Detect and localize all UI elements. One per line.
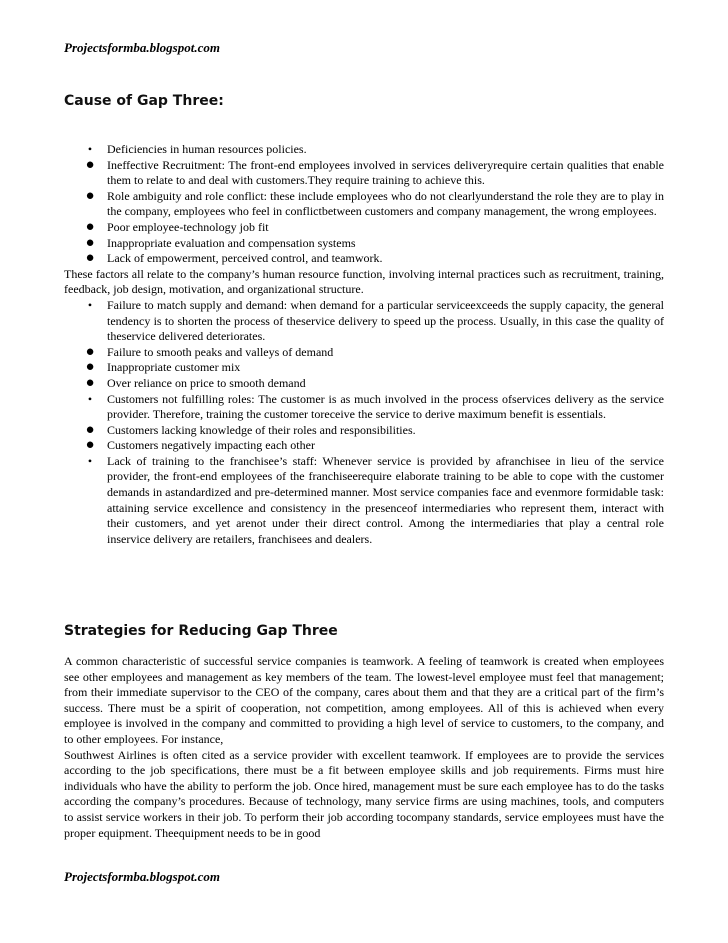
bullet-icon: ●	[85, 250, 95, 267]
bullet-icon: •	[87, 297, 93, 312]
list-item: ● Lack of empowerment, perceived control, and teamwork.	[64, 251, 664, 267]
bullet-icon: ●	[85, 234, 95, 251]
bullet-icon: ●	[85, 187, 95, 204]
bullet-icon: ●	[85, 218, 95, 235]
hr-factors-paragraph: These factors all relate to the company’s human resource function, involving internal practices such as recruitment, training, feedback, job design, motivation, and organizational structure.	[64, 266, 664, 297]
strategies-section-body	[64, 654, 664, 841]
cause-section-body	[64, 142, 664, 547]
bullet-icon: •	[87, 453, 93, 468]
bullet-icon: ●	[85, 156, 95, 173]
section-heading-cause: Cause of Gap Three:	[64, 93, 224, 109]
list-item: • Customers not fulfilling roles: The customer is as much involved in the process ofservices delivery as the service provider. Therefore, training the customer toreceive the service to derive maximum benefit is essentials.	[64, 392, 664, 423]
page-footer: Projectsformba.blogspot.com	[64, 869, 220, 884]
list-item: ● Failure to smooth peaks and valleys of demand	[64, 345, 664, 361]
list-item: ● Inappropriate customer mix	[64, 360, 664, 376]
bullet-icon: •	[87, 142, 93, 156]
bullet-icon: •	[87, 391, 93, 406]
list-item: • Failure to match supply and demand: when demand for a particular serviceexceeds the supply capacity, the general tendency is to shorten the process of theservice delivery to speed up the process. Usually, in this case the quality of theservice delivered deteriorates.	[64, 298, 664, 345]
southwest-paragraph: Southwest Airlines is often cited as a service provider with excellent teamwork. If employees are to provide the services according to the job specifications, there must be a fit between employee skills and job requirements. Firms must hire individuals who have the ability to perform the job. Once hired, management must be sure each employee has to do the tasks according the company’s procedures. Because of technology, many service firms are using machines, tools, and computers to assist service workers in their job. To perform their job according tocompany standards, service employees must have the proper equipment. Theequipment needs to be in good	[64, 747, 664, 840]
bullet-icon: ●	[85, 359, 95, 376]
page-header: Projectsformba.blogspot.com	[64, 40, 220, 55]
list-item: ● Customers lacking knowledge of their roles and responsibilities.	[64, 423, 664, 439]
section-heading-strategies: Strategies for Reducing Gap Three	[64, 623, 338, 639]
bullet-icon: ●	[85, 421, 95, 438]
list-item: ● Inappropriate evaluation and compensation systems	[64, 236, 664, 252]
bullet-icon: ●	[85, 343, 95, 360]
list-item: ● Over reliance on price to smooth demand	[64, 376, 664, 392]
teamwork-paragraph: A common characteristic of successful service companies is teamwork. A feeling of teamwork is created when employees see other employees and management as key members of the team. The lowest-level employee must feel that management; from their immediate supervisor to the CEO of the company, cares about them and that they are a critical part of the firm’s success. There must be a spirit of cooperation, not competition, among employees. All of this is achieved when every employee is involved in the company and committed to providing a high level of service to customers, to the company, and to other employees. For instance,	[64, 654, 664, 746]
list-item: • Lack of training to the franchisee’s staff: Whenever service is provided by afranchisee in lieu of the service provider, the front-end employees of the franchiseerequire elaborate training to be able to cope with the customer demands in astandardized and pre-determined manner. Most service companies face and evenmore formidable task: attaining service excellence and consistency in the presenceof intermediaries who represent them, interact with their customers, and yet arenot under their direct control. Among the intermediaries that play a central role inservice delivery are retailers, franchisees and dealers.	[64, 454, 664, 548]
list-item: ● Poor employee-technology job fit	[64, 220, 664, 236]
list-item: • Deficiencies in human resources policies.	[64, 142, 664, 158]
list-item: ● Customers negatively impacting each other	[64, 438, 664, 454]
bullet-icon: ●	[85, 374, 95, 391]
list-item: ● Ineffective Recruitment: The front-end employees involved in services deliveryrequire certain qualities that enable them to relate to and deal with customers.They require training to achieve this.	[64, 158, 664, 189]
list-item: ● Role ambiguity and role conflict: these include employees who do not clearlyunderstand the role they are to play in the company, employees who feel in conflictbetween customers and company management, the wrong employees.	[64, 189, 664, 220]
bullet-icon: ●	[85, 437, 95, 454]
